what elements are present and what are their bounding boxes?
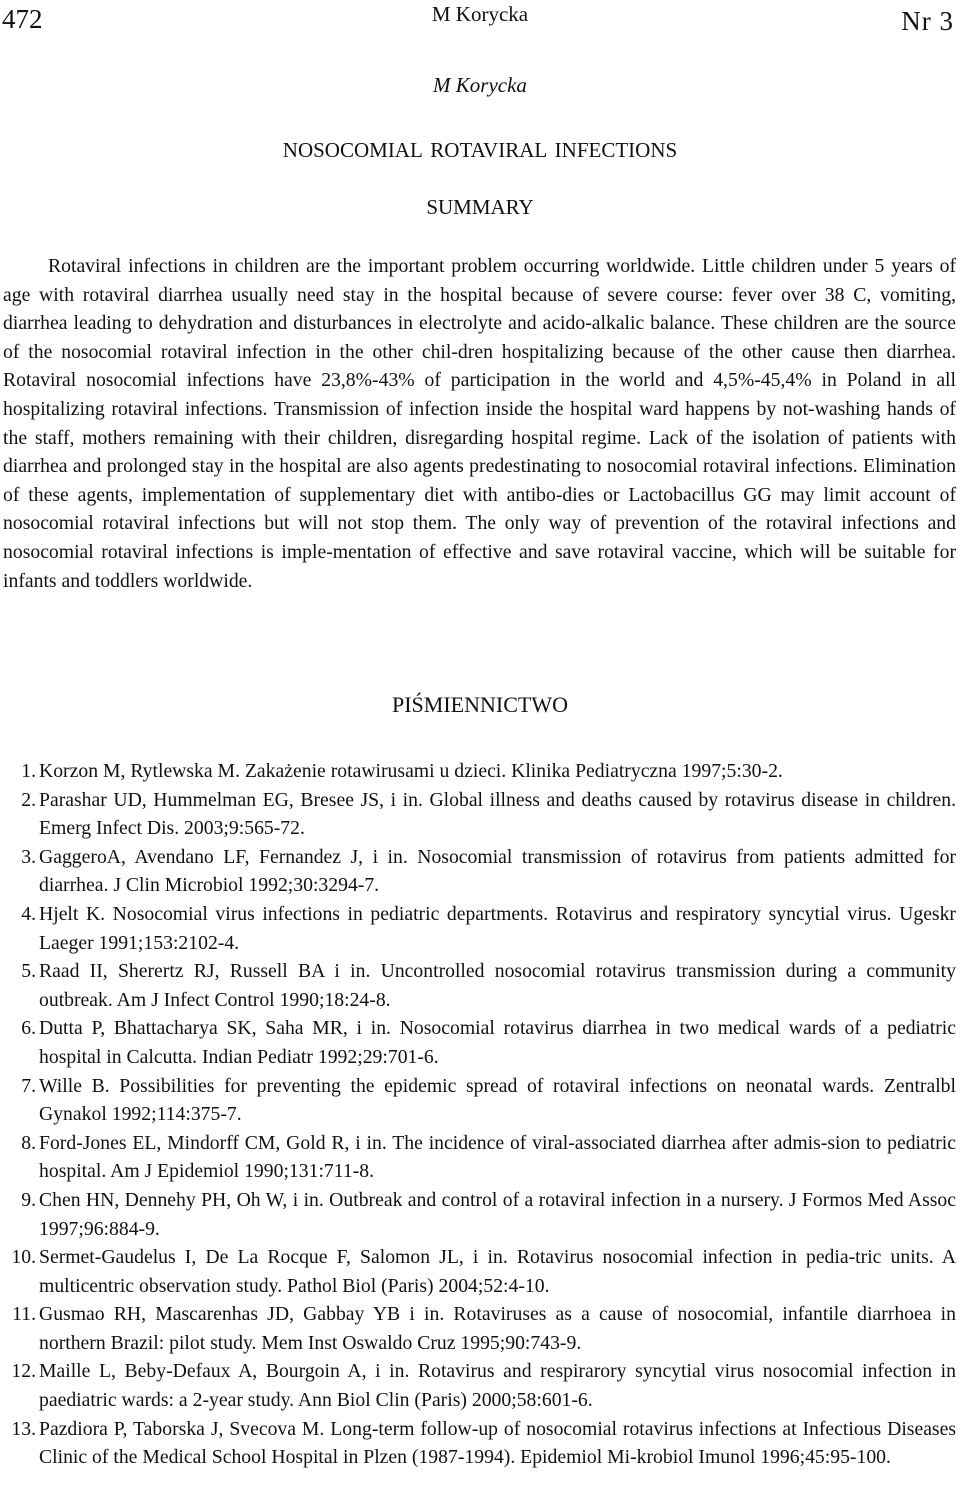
reference-item (3, 1014, 956, 1071)
reference-number: 10. (11, 1246, 36, 1269)
reference-text: Raad II, Sherertz RJ, Russell BA i in. Uncontrolled nosocomial rotavirus transmission during a community outbreak. Am J Infect Control 1990;18:24-8. (39, 960, 956, 1011)
reference-number: 4. (21, 902, 36, 925)
reference-item (3, 900, 956, 957)
reference-item (3, 786, 956, 843)
page-number: 472 (2, 4, 43, 34)
summary-text: Rotaviral infections in children are the important problem occurring worldwide. Little children under 5 years of age with rotaviral diarrhea usually need stay in the hospital because of severe course: fever over 38 C, vomiting, diarrhea leading to dehydration and disturbances in electrolyte and acido-alkalic balance. These children are the source of the nosocomial rotaviral infection in the other chil-dren hospitalizing because of the other cause then diarrhea. Rotaviral nosocomial infections have 23,8%-43% of participation in the world and 4,5%-45,4% in Poland in all hospitalizing rotaviral infections. Transmission of infection inside the hospital ward happens by not-washing hands of the staff, mothers remaining with their children, disregarding hospital regime. Lack of the isolation of patients with diarrhea and prolonged stay in the hospital are also agents predestinating to nosocomial rotaviral infections. Elimination of these agents, implementation of supplementary diet with antibo-dies or Lactobacillus GG may limit account of nosocomial rotaviral infections but will not stop them. The only way of prevention of the rotaviral infections and nosocomial rotaviral infections is imple-mentation of effective and save rotaviral vaccine, which will be suitable for infants and toddlers worldwide. (3, 255, 956, 592)
reference-text: Chen HN, Dennehy PH, Oh W, i in. Outbreak and control of a rotaviral infection in a nursery. J Formos Med Assoc 1997;96:884-9. (39, 1188, 956, 1240)
references-heading: PIŚMIENNICTWO (392, 692, 568, 717)
reference-text: Wille B. Possibilities for preventing the epidemic spread of rotaviral infections on neonatal wards. Zentralbl Gynakol 1992;114:375-7. (39, 1074, 956, 1126)
reference-item (3, 1129, 956, 1186)
reference-text: Maille L, Beby-Defaux A, Bourgoin A, i in. Rotavirus and respirarory syncytial virus nosocomial infection in paediatric wards: a 2-year study. Ann Biol Clin (Paris) 2000;58:601-6. (39, 1360, 956, 1412)
issue-number: Nr 3 (901, 6, 954, 36)
running-head: M Korycka (431, 2, 529, 26)
reference-number: 9. (21, 1188, 36, 1211)
reference-item (3, 1243, 956, 1300)
reference-number: 2. (21, 788, 36, 811)
reference-number: 8. (21, 1131, 36, 1154)
reference-text: Sermet-Gaudelus I, De La Rocque F, Salomon JL, i in. Rotavirus nosocomial infection in pedia-tric units. A multicentric observation study. Pathol Biol (Paris) 2004;52:4-10. (39, 1246, 956, 1297)
reference-number: 6. (21, 1017, 36, 1040)
page-header (0, 0, 960, 40)
reference-number: 3. (21, 845, 36, 868)
reference-number: 12. (11, 1360, 36, 1383)
reference-item (3, 757, 956, 786)
reference-text: Gusmao RH, Mascarenhas JD, Gabbay YB i in. Rotaviruses as a cause of nosocomial, infantile diarrhoea in northern Brazil: pilot study. Mem Inst Oswaldo Cruz 1995;90:743-9. (39, 1303, 956, 1354)
reference-number: 1. (21, 760, 36, 782)
article-author: M Korycka (433, 73, 527, 97)
reference-text: Hjelt K. Nosocomial virus infections in pediatric departments. Rotavirus and respiratory syncytial virus. Ugeskr Laeger 1991;153:2102-4. (39, 902, 956, 954)
reference-text: Pazdiora P, Taborska J, Svecova M. Long-term follow-up of nosocomial rotavirus infections at Infectious Diseases Clinic of the Medical School Hospital in Plzen (1987-1994). Epidemiol Mi-krobiol Imunol 1996;45:95-100. (39, 1417, 956, 1469)
reference-item (3, 1415, 956, 1472)
article-title: NOSOCOMIAL ROTAVIRAL INFECTIONS (282, 138, 678, 162)
reference-text: Dutta P, Bhattacharya SK, Saha MR, i in. Nosocomial rotavirus diarrhea in two medical wards of a pediatric hospital in Calcutta. Indian Pediatr 1992;29:701-6. (39, 1017, 956, 1068)
reference-number: 13. (11, 1417, 36, 1440)
reference-item (3, 957, 956, 1014)
reference-text: Parashar UD, Hummelman EG, Bresee JS, i in. Global illness and deaths caused by rotavirus disease in children. Emerg Infect Dis. 2003;9:565-72. (39, 788, 956, 840)
reference-number: 5. (21, 960, 36, 983)
reference-text: GaggeroA, Avendano LF, Fernandez J, i in. Nosocomial transmission of rotavirus from patients admitted for diarrhea. J Clin Microbiol 1992;30:3294-7. (39, 845, 956, 897)
references-list (3, 757, 956, 1472)
reference-item (3, 1357, 956, 1414)
reference-number: 11. (12, 1303, 36, 1326)
reference-text: Ford-Jones EL, Mindorff CM, Gold R, i in. The incidence of viral-associated diarrhea after admis-sion to pediatric hospital. Am J Epidemiol 1990;131:711-8. (39, 1131, 956, 1183)
reference-text: Korzon M, Rytlewska M. Zakażenie rotawirusami u dzieci. Klinika Pediatryczna 1997;5:30-2. (39, 760, 783, 782)
reference-item (3, 843, 956, 900)
summary-heading: SUMMARY (426, 195, 534, 219)
reference-number: 7. (21, 1074, 36, 1097)
reference-item (3, 1186, 956, 1243)
reference-item (3, 1072, 956, 1129)
reference-item (3, 1300, 956, 1357)
